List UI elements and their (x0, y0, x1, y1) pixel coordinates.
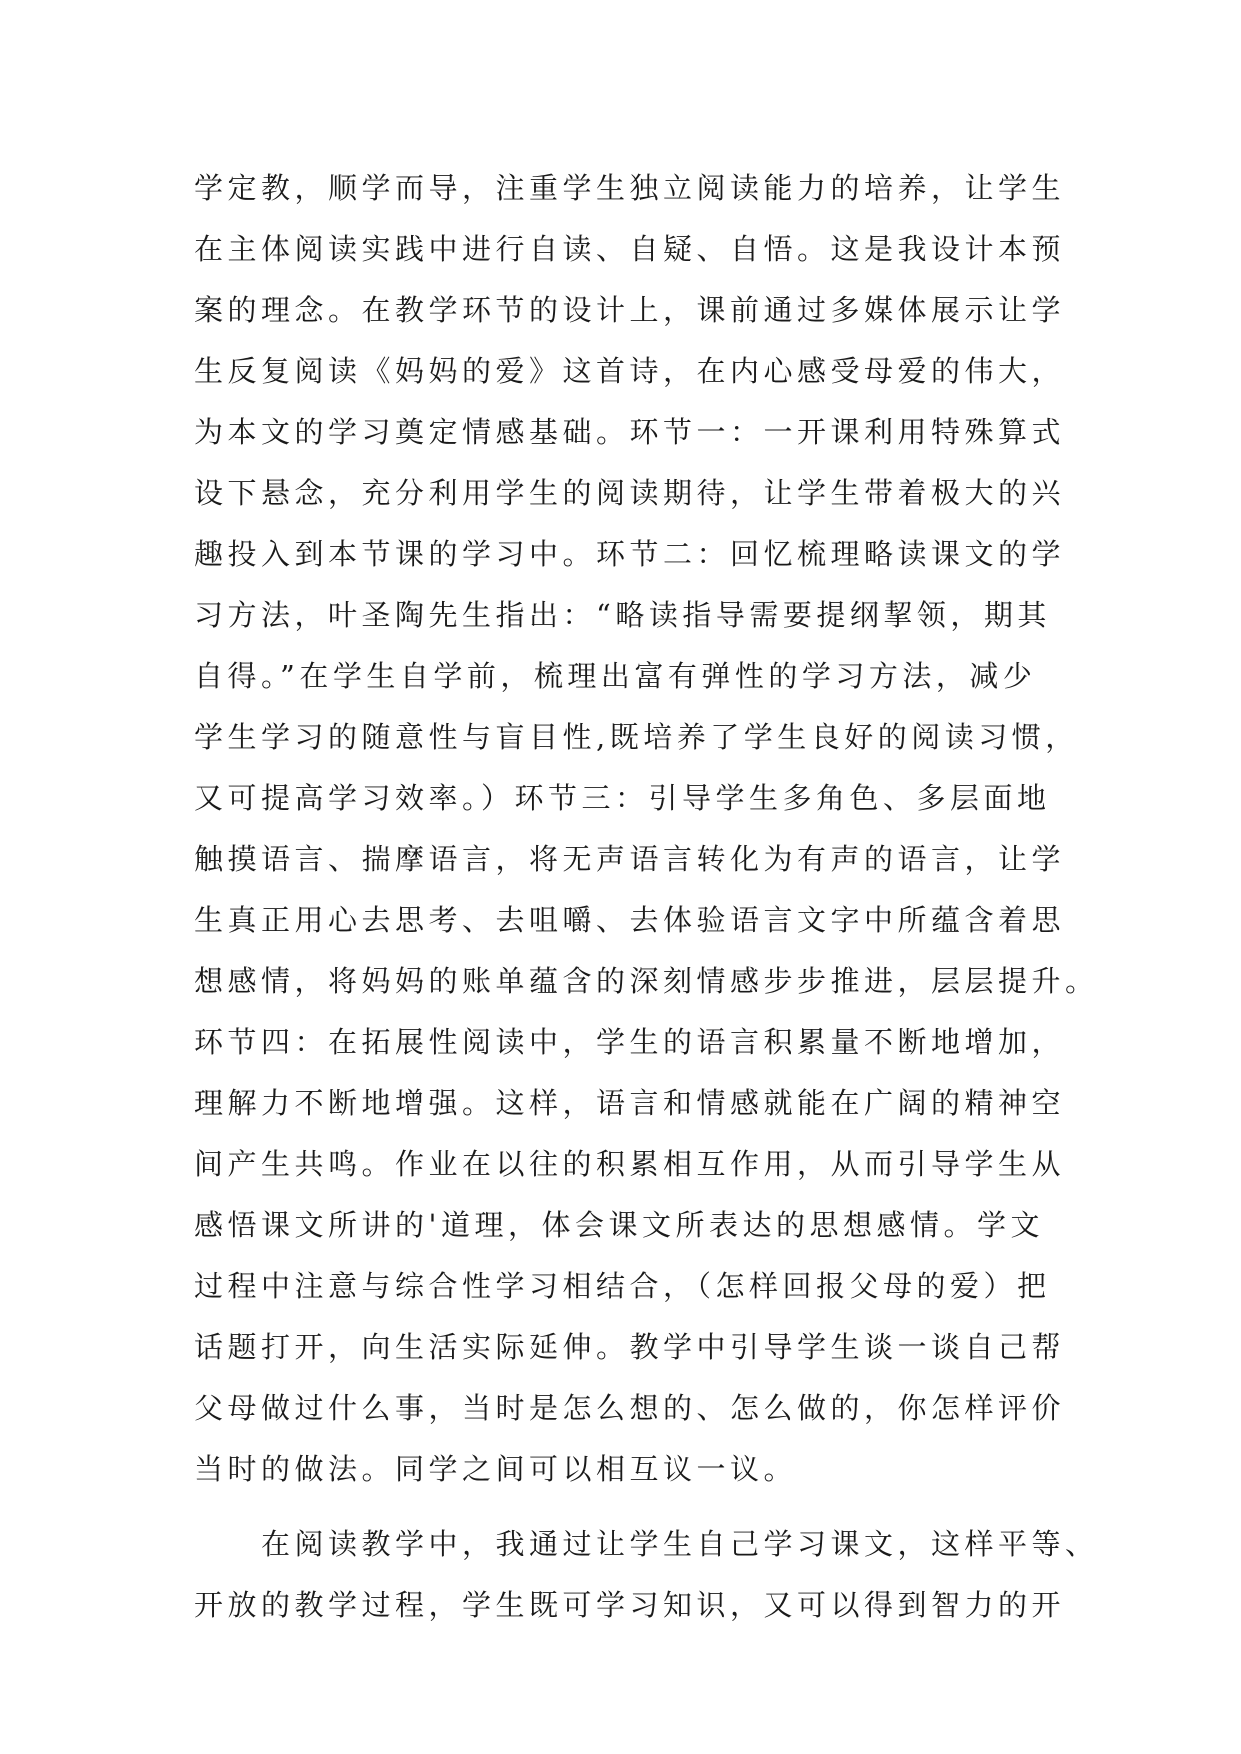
text-line: 习方法，叶圣陶先生指出：“略读指导需要提纲挈领，期其 (194, 598, 1051, 632)
text-line: 趣投入到本节课的学习中。环节二：回忆梳理略读课文的学 (194, 537, 1066, 571)
text-line: 学生学习的随意性与盲目性,既培养了学生良好的阅读习惯， (194, 720, 1079, 754)
text-line: 理解力不断地增强。这样，语言和情感就能在广阔的精神空 (194, 1086, 1066, 1120)
text-line: 开放的教学过程，学生既可学习知识，又可以得到智力的开 (194, 1588, 1066, 1622)
text-line: 在主体阅读实践中进行自读、自疑、自悟。这是我设计本预 (194, 232, 1066, 266)
text-line: 自得。”在学生自学前，梳理出富有弹性的学习方法，减少 (194, 659, 1037, 693)
body-text (194, 158, 1099, 1636)
text-line: 想感情，将妈妈的账单蕴含的深刻情感步步推进，层层提升。 (194, 964, 1099, 998)
text-line: 学定教，顺学而导，注重学生独立阅读能力的培养，让学生 (194, 171, 1066, 205)
text-line: 话题打开，向生活实际延伸。教学中引导学生谈一谈自己帮 (194, 1330, 1066, 1364)
paragraph-start-line: 在阅读教学中，我通过让学生自己学习课文，这样平等、 (194, 1527, 1099, 1561)
text-line: 生反复阅读《妈妈的爱》这首诗，在内心感受母爱的伟大， (194, 354, 1066, 388)
text-line: 间产生共鸣。作业在以往的积累相互作用，从而引导学生从 (194, 1147, 1066, 1181)
text-line: 当时的做法。同学之间可以相互议一议。 (194, 1452, 798, 1486)
text-line: 案的理念。在教学环节的设计上，课前通过多媒体展示让学 (194, 293, 1066, 327)
text-line: 为本文的学习奠定情感基础。环节一：一开课利用特殊算式 (194, 415, 1066, 449)
text-line: 过程中注意与综合性学习相结合，（怎样回报父母的爱）把 (194, 1269, 1051, 1303)
text-line: 又可提高学习效率。）环节三：引导学生多角色、多层面地 (194, 781, 1051, 815)
text-line: 生真正用心去思考、去咀嚼、去体验语言文字中所蕴含着思 (194, 903, 1066, 937)
text-line: 触摸语言、揣摩语言，将无声语言转化为有声的语言，让学 (194, 842, 1066, 876)
text-line: 设下悬念，充分利用学生的阅读期待，让学生带着极大的兴 (194, 476, 1066, 510)
text-line: 感悟课文所讲的'道理，体会课文所表达的思想感情。学文 (194, 1208, 1044, 1242)
text-line: 父母做过什么事，当时是怎么想的、怎么做的，你怎样评价 (194, 1391, 1066, 1425)
text-line: 环节四：在拓展性阅读中，学生的语言积累量不断地增加， (194, 1025, 1066, 1059)
